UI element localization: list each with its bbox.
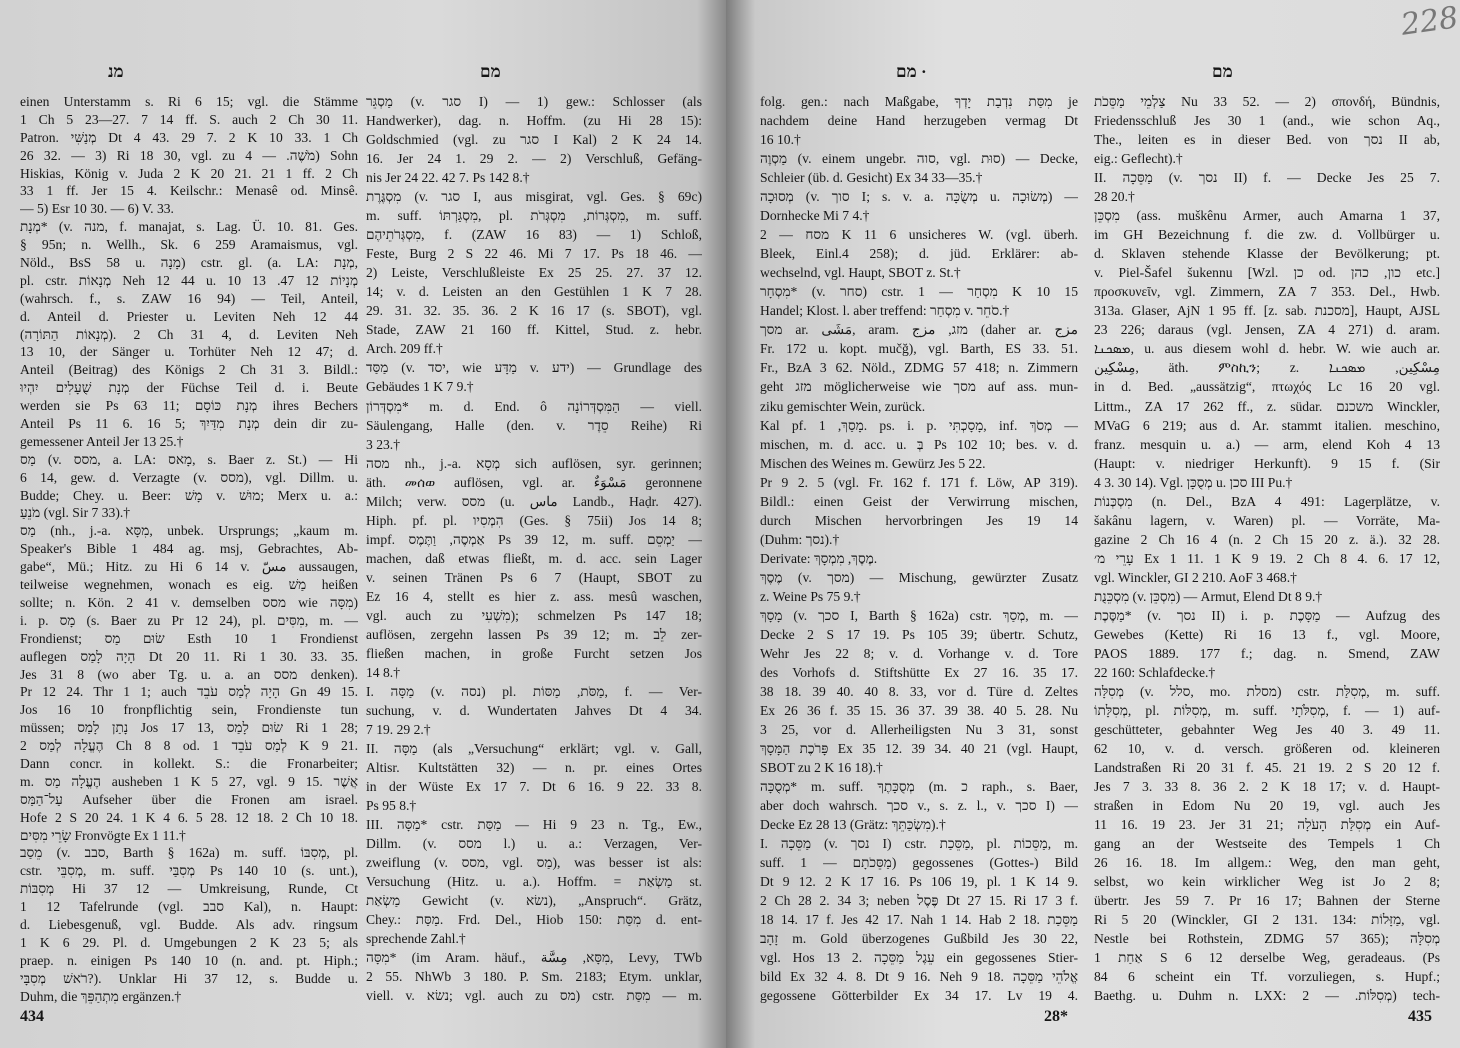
text-line: 62 10, v. d. versch. größeren od. kleineren (1094, 741, 1440, 757)
text-line: Friedensschluß Jes 30 1 (and., wie schon Aq., (1094, 113, 1440, 129)
text-line: מִסְגֶּרֶת (v. סגר I, aus misgirat, vgl. Ges. § 69c) (366, 189, 702, 205)
text-line: geschütteter, gebahnter Weg Jes 40 3. 49 11. (1094, 722, 1440, 738)
text-line: šakânu lagern, v. Waren) pl. — Vorräte, Ma- (1094, 512, 1440, 528)
text-line: מִסָּה* (im Aram. häuf., מִסָּא, مِسَّة, Levy, TWb (366, 950, 702, 966)
text-line: Ez 16 4, stellt es hier z. ass. mesû waschen, (366, 588, 702, 604)
running-header-outer: מם (1212, 62, 1233, 81)
text-line: fließen machen, in große Furcht setzen Jos (366, 645, 702, 661)
text-line: werden sie Ps 63 11; מְנָת כּוֹסָם ihres Bechers (20, 398, 358, 414)
text-line: in d. Bed. „aussätzig“, πτωχός Lc 16 20 vgl. (1094, 379, 1440, 395)
text-line: Dann concr. in kollekt. S.: die Fronarbeiter; (20, 755, 358, 771)
text-line: Anteil (Beitrag) des Königs 2 Ch 31 3. Bildl.: (20, 362, 358, 378)
text-line: gang an der Westseite des Tempels 1 Ch (1094, 836, 1440, 852)
text-line: in der Wüste Ex 17 7. Dt 6 16. 9 22. 33 8. (366, 779, 702, 795)
column-1 (20, 93, 358, 1005)
text-line: שָׂרֵי מִסִּים Fronvögte Ex 1 11.† (20, 827, 186, 843)
text-line: פָּרֹכֶת הַמָּסָךְ Ex 35 12. 39 34. 40 21 (vgl. Haupt, (760, 741, 1078, 757)
text-line: Pr 12 24. Thr 1 1; auch הָיָה לְמַס עֹבֵד Gn 49 15. (20, 684, 358, 700)
text-line: 11 16. 19 23. Jer 31 21; מְסִלַּת הָעֹלָה ein Auf- (1094, 817, 1440, 833)
text-line: Goldschmied (vgl. zu סגר I Kal) 2 K 24 14. (366, 132, 702, 148)
text-line: Pr 9 2. 5 (vgl. Fr. 162 f. 171 f. Löw, AP 319). (760, 474, 1078, 490)
text-line: מְסוּכָה (v. סוך I; s. v. a. מְשֻׂכָּה u. מְשׂוּכָה) — (760, 189, 1078, 205)
text-line: Jos 16 10 fronpflichtig sein, Frondienste tun (20, 702, 358, 718)
text-line: Chey.: מַסַּת. Frd. Del., Hiob 150: מִסַּת d. ent- (366, 912, 702, 928)
text-line: gabe“, Mü.; Hitz. zu Hi 6 14 v. مسّ aussaugen, (20, 559, 358, 575)
text-line: cstr. מְסִבֵּי, m. suff. מְסִבַּי Ps 140 10 (s. unt.), (20, 863, 358, 879)
text-line: Littm., ZA 17 262 ff., z. südar. משכנם Winckler, (1094, 398, 1440, 414)
text-line: 1 K 6 29. Pl. d. Umgebungen 2 K 23 5; als (20, 934, 358, 950)
text-line: Budde; Chey. u. Beer: מָשׁ v. מוּשׁ; Merx u. a.: (20, 487, 358, 503)
text-line: עָרֵי מ׳ Ex 1 11. 1 K 9 19. 2 Ch 8 4. 6. 17 12, (1094, 550, 1440, 566)
text-line: Wehr Jes 22 8; v. d. Vorhange v. d. Tore (760, 645, 1078, 661)
text-line: צַלְמֵי מַסֵּכֹת Nu 33 52. — 2) σπονδή, Bündnis, (1094, 94, 1440, 109)
text-line: מְסִבּוֹת Hi 37 12 — Umkreisung, Runde, Ct (20, 881, 358, 897)
text-line: auflösen, zergehn lassen Ps 39 12; m. לֵב zer- (366, 626, 702, 642)
text-line: müssen; נָתַן לָמַס Jos 17 13, שׂוּם לָמַס Ri 1 28; (20, 720, 358, 736)
text-line: מֶסֶךְ (v. מסך) — Mischung, gewürzter Zusatz (760, 569, 1078, 585)
text-line: I. מַסָּה (v. נסה) pl. מַסֹּת, מַסּוֹת, f. — Ver- (366, 683, 702, 699)
text-line: זָהָב m. Gold überzogenes Gußbild Jes 30 22, (760, 931, 1078, 947)
column-4 (1094, 93, 1440, 1005)
text-line: sollte; n. Kön. 2 41 v. demselben מסס wie מִסָּה) (20, 594, 358, 610)
text-line: (Duhm: נסך).† (760, 531, 840, 547)
page-number: 434 (20, 1008, 44, 1025)
text-line: Nestle bei Rothstein, ZDMG 57 365); מְסִלָּה (1094, 931, 1440, 947)
text-line: Stade, ZAW 21 160 ff. Kittel, Stud. z. hebr. (366, 322, 702, 338)
text-line: 4 3. 30 14). Vgl. מְסֻכָּן u. סכן III Pu.† (1094, 474, 1293, 490)
text-line: מִסְגְּרֹתֵיהֶם, f. (ZAW 16 83) — 1) Schloß, (366, 227, 702, 243)
text-line: Speaker's Bible 1 484 ag. msj, Gebrachtes, Ab- (20, 541, 358, 557)
text-line: מַס (nh., j.-a. מִסָּא, unbek. Ursprungs; „kaum m. (20, 523, 358, 539)
text-line: 26 16. 18. Im allgem.: Weg, den man geht, (1094, 855, 1440, 871)
text-line: 14; v. d. Leisten an den Gestühlen 1 K 7 28. (366, 284, 702, 300)
text-line: praep. n. einigen Ps 140 10 (n. and. pt. Hiph.; (20, 952, 358, 968)
text-line: Kal pf. מָסַךְ, 1. ps. i. p. מָסָכְתִּי, inf. מְסֹךְ — (760, 417, 1078, 433)
text-line: aber doch wahrsch. סכך v., s. z. l., v. סכך I) — (760, 798, 1078, 814)
text-line: folg. gen.: nach Maßgabe, מִסַּת נִדְבַת יָדְךָ je (760, 94, 1078, 109)
text-line: — 5) Esr 10 30. — 6) V. 33. (20, 201, 174, 217)
text-line: wechselnd, vgl. Haupt, SBOT z. St.† (760, 265, 961, 281)
text-line: Gewebes (Kette) Ri 16 13 f., vgl. Moore, (1094, 626, 1440, 642)
text-line: mischen, m. d. acc. u. בְּ Ps 102 10; bes. v. d. (760, 436, 1078, 452)
text-line: 3 25, vor d. Allerheiligsten Nu 3 31, sonst (760, 722, 1078, 738)
text-line: PAOS 1889. 177 f.; dag. n. Smend, ZAW (1094, 645, 1440, 661)
text-line: im GH Bezeichnung f. die zw. d. Vollbürger u. (1094, 227, 1440, 243)
text-line: d. Anteil d. Priester u. Leviten Neh 12 44 (20, 308, 358, 324)
text-line: Decke Ez 28 13 (Grätz: מִשְׂכַּתֵּךְ).† (760, 817, 946, 833)
text-line: מסך ar. مَشَى, aram. מזג, مزج (daher ar. مزج (760, 322, 1078, 338)
text-line: 38 18. 39 40. 40 8. 33, vor d. Türe d. Zeltes (760, 683, 1078, 699)
text-line: übertr. Jes 59 7. Pr 16 17; Bahnen der Sterne (1094, 893, 1440, 909)
text-line: Patron. מְנַשִּׁי Dt 4 43. 29 7. 2 K 10 33. 1 Ch (20, 129, 358, 145)
text-line: Hiph. pf. pl. הִמְסִיו (Ges. § 75ii) Jos 14 8; (366, 512, 702, 528)
text-line: viell. v. נשׂא; vgl. auch zu מס) cstr. מִסַּת — m. (366, 988, 702, 1004)
text-line: עַל־הַמַּס Aufseher über die Fronen am israel. (20, 791, 358, 807)
text-line: gemessener Anteil Jer 13 25.† (20, 433, 184, 449)
text-line: gegossene Götterbilder Ex 34 17. Lv 19 4. (760, 988, 1078, 1004)
text-line: II. מַסֵּכָה (v. נסך II) f. — Decke Jes 25 7. (1094, 170, 1440, 186)
text-line: eig.: Geflecht).† (1094, 151, 1183, 167)
text-line: Fr., BzA 3 62. Nöld., ZDMG 57 418; n. Zimmern (760, 360, 1078, 376)
text-line: Duhm, die מִתְהַפֵּךְ ergänzen.† (20, 988, 182, 1004)
text-line: des Vorhofs d. Stiftshütte Ex 27 16. 35 17. (760, 664, 1078, 680)
text-line: רֹאשׁ מְסִבָּי?). Unklar Hi 37 12, s. Budde u. (20, 970, 358, 986)
text-line: 16. Jer 24 1. 29 2. — 2) Verschluß, Gefäng- (366, 151, 702, 167)
text-line: מִסְחָר* (v. סחר) cstr. מִסְחַר — 1 K 10 15 (760, 284, 1078, 300)
text-line: (Haupt: v. niedriger Herkunft). 9 15 f. (Sir (1094, 455, 1440, 471)
text-line: v. seinen Tränen Ps 6 7 (Haupt, SBOT zu (366, 569, 702, 585)
text-line: 84 6 scheint ein Tf. vorzuliegen, s. Hupf.; (1094, 969, 1440, 985)
text-line: מִסְכֵּן (ass. muškênu Armer, auch Amarna 1 37, (1094, 208, 1440, 224)
text-line: auflegen הָיָה לָמַס Dt 20 11. Ri 1 30. 33. 35. (20, 648, 358, 664)
text-line: מַס (v. מסס, a. LA: מָאס, s. Baer z. St.) — Hi (20, 451, 358, 467)
text-line: 28 20.† (1094, 189, 1135, 205)
text-line: Gebäudes 1 K 7 9.† (366, 379, 474, 395)
text-line: מִסְדְּרוֹן* m. d. End. ô הַמִּסְדְּרוֹנָה — viell. (366, 398, 702, 414)
text-line: sprechende Zahl.† (366, 931, 466, 947)
text-line: geht מזג möglicherweise wie מסך auf ass. mun- (760, 379, 1078, 395)
text-line: Versuchung (Hitz. u. a.). Hoffm. = מַשְׂאַת st. (366, 874, 702, 890)
text-line: Handwerker), dag. n. Hoffm. (zu Hi 28 15): (366, 113, 702, 129)
text-line: teilweise wegnehmen, wonach es eig. מַשׁ heißen (20, 577, 358, 593)
text-line: m. suff. מִסְגַּרְתּוֹ, pl. מִסְגְּרוֹת, מִסְגְּרֹת, m. suff. (366, 208, 702, 224)
text-line: suff. מַסֵּכֹתָם — 1) gegossenes (Gottes-) Bild (760, 855, 1078, 871)
text-line: מִסְכְּנוֹת (n. Del., BzA 4 491: Lagerplätze, v. (1094, 493, 1440, 509)
text-line: 1 12 Tafelrunde (vgl. סבב Kal), n. Haupt: (20, 899, 358, 915)
text-line: Feste, Burg 2 S 22 46. Mi 7 17. Ps 18 46. — (366, 246, 702, 262)
text-line: מְנָת שֻׁעָלִים יִהְיוּ der Füchse Teil d. i. Beute (20, 380, 358, 396)
text-line: Decke 2 S 17 19. Ps 105 39; übertr. Schutz, (760, 626, 1078, 642)
text-line: vgl. Hos 13 2. עֵגֶל מַסֵּכָה ein gegossenes Stier- (760, 950, 1078, 966)
text-line: 26 32. — 3) Ri 18 30, vgl. zu מֹשֶׁה. — 4) Sohn (20, 147, 358, 163)
text-line: (wahrsch. f., s. ZAW 16 94) — Teil, Anteil, (20, 290, 358, 306)
text-line: Altisr. Kultstätten 32) — n. pr. eines Ortes (366, 760, 702, 776)
text-line: II. מַסָּה (als „Versuchung“ erklärt; vgl. v. Gall, (366, 741, 702, 757)
text-line: Frondienst; שׂוּם מַס Esth 10 1 Frondienst (20, 630, 358, 646)
text-line: Jes 7 3. 33 8. 36 2. 2 K 18 17; v. d. Haupt- (1094, 779, 1440, 795)
text-line: ziku gemischter Wein, zurück. (760, 398, 926, 414)
text-line: Dornhecke Mi 7 4.† (760, 208, 870, 224)
text-line: SBOT zu 2 K 16 18).† (760, 760, 883, 776)
text-line: مِسْكِين, äth. ምስኪን; z. مِسْكِين, ܡܣܟܢܐ (1094, 360, 1440, 376)
text-line: äth. መሰወ auflösen, vgl. ar. مَسْوَءٌ geronnene (366, 474, 702, 490)
text-line: מֵסַב (v. סבב, Barth § 162a) m. suff. מְסִבּוֹ, pl. (20, 845, 358, 861)
text-line: מַסֶּכֶת* (v. נסך II) i. p. מַסָּכֶת — Aufzug des (1094, 607, 1440, 623)
text-line: מַסְגֵּר (v. סגר I) — 1) gew.: Schlosser (als (366, 94, 702, 109)
text-line: Arch. 209 ff.† (366, 341, 443, 357)
left-page (0, 0, 726, 1048)
text-line: selbst, wo kein wirklicher Weg ist Jo 2 8; (1094, 874, 1440, 890)
text-line: v. Piel-Šafel šukennu [Wzl. כן od. כון, כהן etc.] (1094, 265, 1440, 281)
running-header-inner: מם (480, 62, 501, 81)
text-line: d. Liebesgenuß, vgl. Budde. Als adv. ringsum (20, 916, 358, 932)
text-line: durch Mischen hervorbringen Jes 19 14 (760, 512, 1078, 528)
text-line: III. מַסָּה* cstr. מַסַּת — Hi 9 23 n. Tg., Ew., (366, 817, 702, 833)
text-line: straßen in Edom Nu 20 19, vgl. auch Jes (1094, 798, 1440, 814)
text-line: Säulengang, Halle (den. v. סֵדֶר Reihe) Ri (366, 417, 702, 433)
text-line: Ri 5 20 (Winckler, GI 2 131. 134: מַזָּלוֹת, vgl. (1094, 912, 1440, 928)
text-line: מסח — 2 K 11 6 unsicheres W. (vgl. überh. (760, 227, 1078, 243)
text-line: Ex 26 36 f. 35 15. 36 37. 39 38. 40 5. 28. Nu (760, 703, 1078, 718)
text-line: Hiskias, König v. Juda 2 K 20 21. 21 1 ff. 2 Ch (20, 165, 358, 181)
text-line: 16 10.† (760, 132, 801, 148)
text-line: Landstraßen Ri 20 31 f. 45. 21 19. 2 S 20 12 f. (1094, 760, 1440, 776)
text-line: MVaG 6 219; aus d. Ar. stammt italien. meschino, (1094, 417, 1440, 433)
text-line: z. Weine Ps 75 9.† (760, 588, 861, 604)
text-line: מִסְכֵּנֻת (v. מִסְכֵּן) — Armut, Elend Dt 8 9.† (1094, 588, 1323, 604)
text-line: Derivate: מֶסֶךְ, מִמְסָךְ. (760, 550, 878, 566)
text-line: bild Ex 32 4. 8. Dt 9 16. Neh 9 18. אֱלֹהֵי מַסֵּכָה (760, 969, 1078, 985)
text-line: 14 8.† (366, 664, 400, 680)
text-line: Baethg. u. Duhm n. LXX: מְסִלּוֹת. — 2) tech- (1094, 988, 1440, 1004)
running-header-inner: מם · (896, 62, 927, 81)
text-line: d. Sklaven stehende Klasse der Bevölkerung; pt. (1094, 246, 1440, 262)
text-line: Schleier (üb. d. Gesicht) Ex 34 33—35.† (760, 170, 983, 186)
text-line: Handel; Klost. l. aber treffend: מִסְחַר v. סֹחֵר.† (760, 303, 1010, 319)
text-line: I. מַסֵּכָה (v. נסך I) cstr. מַסֵּכַת, pl. מַסֵּכוֹת, m. (760, 836, 1078, 852)
text-line: franz. mesquin u. a.) — arm, elend Koh 4 13 (1094, 436, 1440, 452)
text-line: Fr. 172 u. kopt. mučğ), vgl. Barth, ES 33. 51. (760, 341, 1078, 357)
text-line: 33 1 ff. Jer 15 4. Keilschr.: Menasê od. Minsê. (20, 183, 358, 199)
handwritten-note: 228 (1398, 0, 1460, 43)
column-2 (366, 93, 702, 1005)
text-line: מסה nh., j.-a. מְסָא sich auflösen, syr. gerinnen; (366, 455, 702, 471)
text-line: προσκυνεῖν, vgl. Zimmern, ZA 7 353. Del., Hwb. (1094, 284, 1440, 300)
text-line: nachdem deine Hand herzugeben vermag Dt (760, 113, 1078, 129)
text-line: The., leiten es in dieser Bed. von נסך II ab, (1094, 132, 1440, 148)
text-line: 1 Ch 5 23—27. 7 14 ff. S. auch 2 Ch 30 11. (20, 111, 358, 127)
text-line: 2 55. NhWb 3 180. P. Sm. 2183; Etym. unklar, (366, 969, 702, 985)
text-line: Milch; verw. מסס (u. ماس Landb., Haḍr. 427). (366, 493, 702, 509)
text-line: (מְנָאוֹת הַתּוֹרָה). 2 Ch 31 4, d. Leviten Neh (20, 326, 358, 342)
text-line: אַחַת 1 S 6 12 derselbe Weg, geradeaus. (Ps (1094, 950, 1440, 966)
text-line: nis Jer 24 22. 42 7. Ps 142 8.† (366, 170, 530, 186)
text-line: gazine 2 Ch 16 4 (n. 2 Ch 15 20 z. ä.). 32 28. (1094, 531, 1440, 547)
text-line: Nöld., BsS 58 u. מָנָה) cstr. gl. (a. LA: מְנָת, (20, 255, 358, 271)
text-line: 2 Ch 28 2. 34 3; neben פֶּסֶל Dt 27 15. Ri 17 3 f. (760, 893, 1078, 909)
text-line: 7 19. 29 2.† (366, 722, 431, 738)
text-line: הֶעֱלָה לְמַס 2 Ch 8 8 od. לְמַס עֹבֵד 1 K 9 21. (20, 738, 358, 754)
running-header-outer: מנ (108, 62, 124, 81)
text-line: Bleek, Einl.4 258); d. jüd. Erklärer: ab- (760, 246, 1078, 262)
text-line: vgl. Winckler, GI 2 210. AoF 3 468.† (1094, 569, 1297, 585)
page-number: 435 (1408, 1008, 1432, 1025)
text-line: Hofe 2 S 20 24. 1 K 4 6. 5 28. 12 18. 2 Ch 10 18. (20, 809, 358, 825)
text-line: Ps 95 8.† (366, 798, 417, 814)
text-line: i. p. מָס (s. Baer zu Pr 12 24), pl. מִסִּים, m. — (20, 612, 358, 628)
text-line: מֹנֵעַ (vgl. Sir 7 33).† (20, 505, 131, 521)
column-3 (760, 93, 1078, 1005)
signature-mark: 28* (1044, 1008, 1068, 1025)
text-line: מָסָךְ (v. סכך I, Barth § 162a) cstr. מְסַךְ, m. — (760, 607, 1078, 623)
text-line: m. הֶעֱלָה מַס ausheben 1 K 5 27, vgl. 9 15. אֲשֶׁר (20, 773, 358, 789)
text-line: 22 160: Schlafdecke.† (1094, 664, 1216, 680)
text-line: מַסְוֶה (v. einem ungebr. סוה, vgl. סוּת) — Decke, (760, 151, 1078, 167)
text-line: 23 226; daraus (vgl. Jensen, ZA 4 271) d. aram. (1094, 322, 1440, 338)
text-line: מַסַּד (v. יסד, wie מַדָּע v. ידע) — Grundlage des (366, 360, 702, 376)
text-line: Jes 31 8 (wo aber Tg. u. a. an מסס denken). (20, 666, 358, 682)
text-line: Bildl.: einen Geist der Verwirrung mischen, (760, 493, 1078, 509)
text-line: ܡܣܟܢܐ, u. aus diesem wohl d. hebr. W. wie auch ar. (1094, 341, 1440, 357)
text-line: 13 10, der Sänger u. Torhüter Neh 12 47; d. (20, 344, 358, 360)
text-line: machen, daß etwas fließt, m. d. acc. sein Lager (366, 550, 702, 566)
text-line: Anteil Ps 11 6. 16 5; מְנָת מִדַּיִךְ dein dir zu- (20, 416, 358, 432)
text-line: zweiflung (v. מסס, vgl. מַס), was besser ist als: (366, 855, 702, 871)
text-line: מְסִלָּתוֹ, pl. מְסִלּוֹת, m. suff. מְסִלֹּתָי, f. — 1) auf- (1094, 703, 1440, 718)
text-line: מְסִלָּה (v. סלל, mo. מסלת) cstr. מְסִלַּת, m. suff. (1094, 683, 1440, 699)
text-line: מַשְׂאַת Gewicht (v. נשׂא), „Anspruch“. Grätz, (366, 893, 702, 909)
text-line: impf. אַמְסֶה, וַתֶּמֶס Ps 39 12, m. suff. יַמְסֵם — (366, 531, 702, 547)
text-line: Mischen des Weines m. Gewürz Jes 5 22. (760, 455, 986, 471)
text-line: 2) Leiste, Verschlußleiste Ex 25 25. 27. 37 12. (366, 265, 702, 281)
text-line: § 95n; n. Wellh., Sk. 6 259 Aramaismus, vgl. (20, 237, 358, 253)
text-line: 6 14, gew. d. Verzagte (v. מסס), vgl. Dillm. u. (20, 469, 358, 485)
text-line: Dillm. (v. מסס l.) u. a.: Verzagen, Ver- (366, 836, 702, 852)
text-line: 18 14. 17 f. Jes 42 17. Nah 1 14. Hab 2 18. מַסֵּכַת (760, 912, 1078, 928)
text-line: pl. cstr. מְנָאוֹת Neh 12 44 u. מְנָיוֹת 12 47. 13 10 (20, 272, 358, 288)
text-line: 313a. Glaser, AjN 1 95 ff. [z. sab. מסכנת], Haupt, AJSL (1094, 303, 1440, 319)
text-line: suchung, v. d. Wundertaten Jahves Dt 4 34. (366, 703, 702, 718)
right-page (726, 0, 1460, 1048)
text-line: 29. 31. 32. 35. 36. 2 K 16 17 (s. SBOT), vgl. (366, 303, 702, 319)
text-line: einen Unterstamm s. Ri 6 15; vgl. die Stämme (20, 94, 358, 109)
text-line: 3 23.† (366, 436, 400, 452)
text-line: vgl. auch zu מִשְׁעִי); schmelzen Ps 147 18; (366, 607, 702, 623)
text-line: מְנָת* (v. מנה, f. manajat, s. Lag. Ü. 10. 81. Ges. (20, 219, 358, 235)
text-line: Dt 9 12. 2 K 17 16. Ps 106 19, pl. 1 K 14 9. (760, 874, 1078, 890)
text-line: מְסֻכָּה* m. suff. מְסֻכָּתֶךָ (m. כ raph., s. Baer, (760, 779, 1078, 795)
